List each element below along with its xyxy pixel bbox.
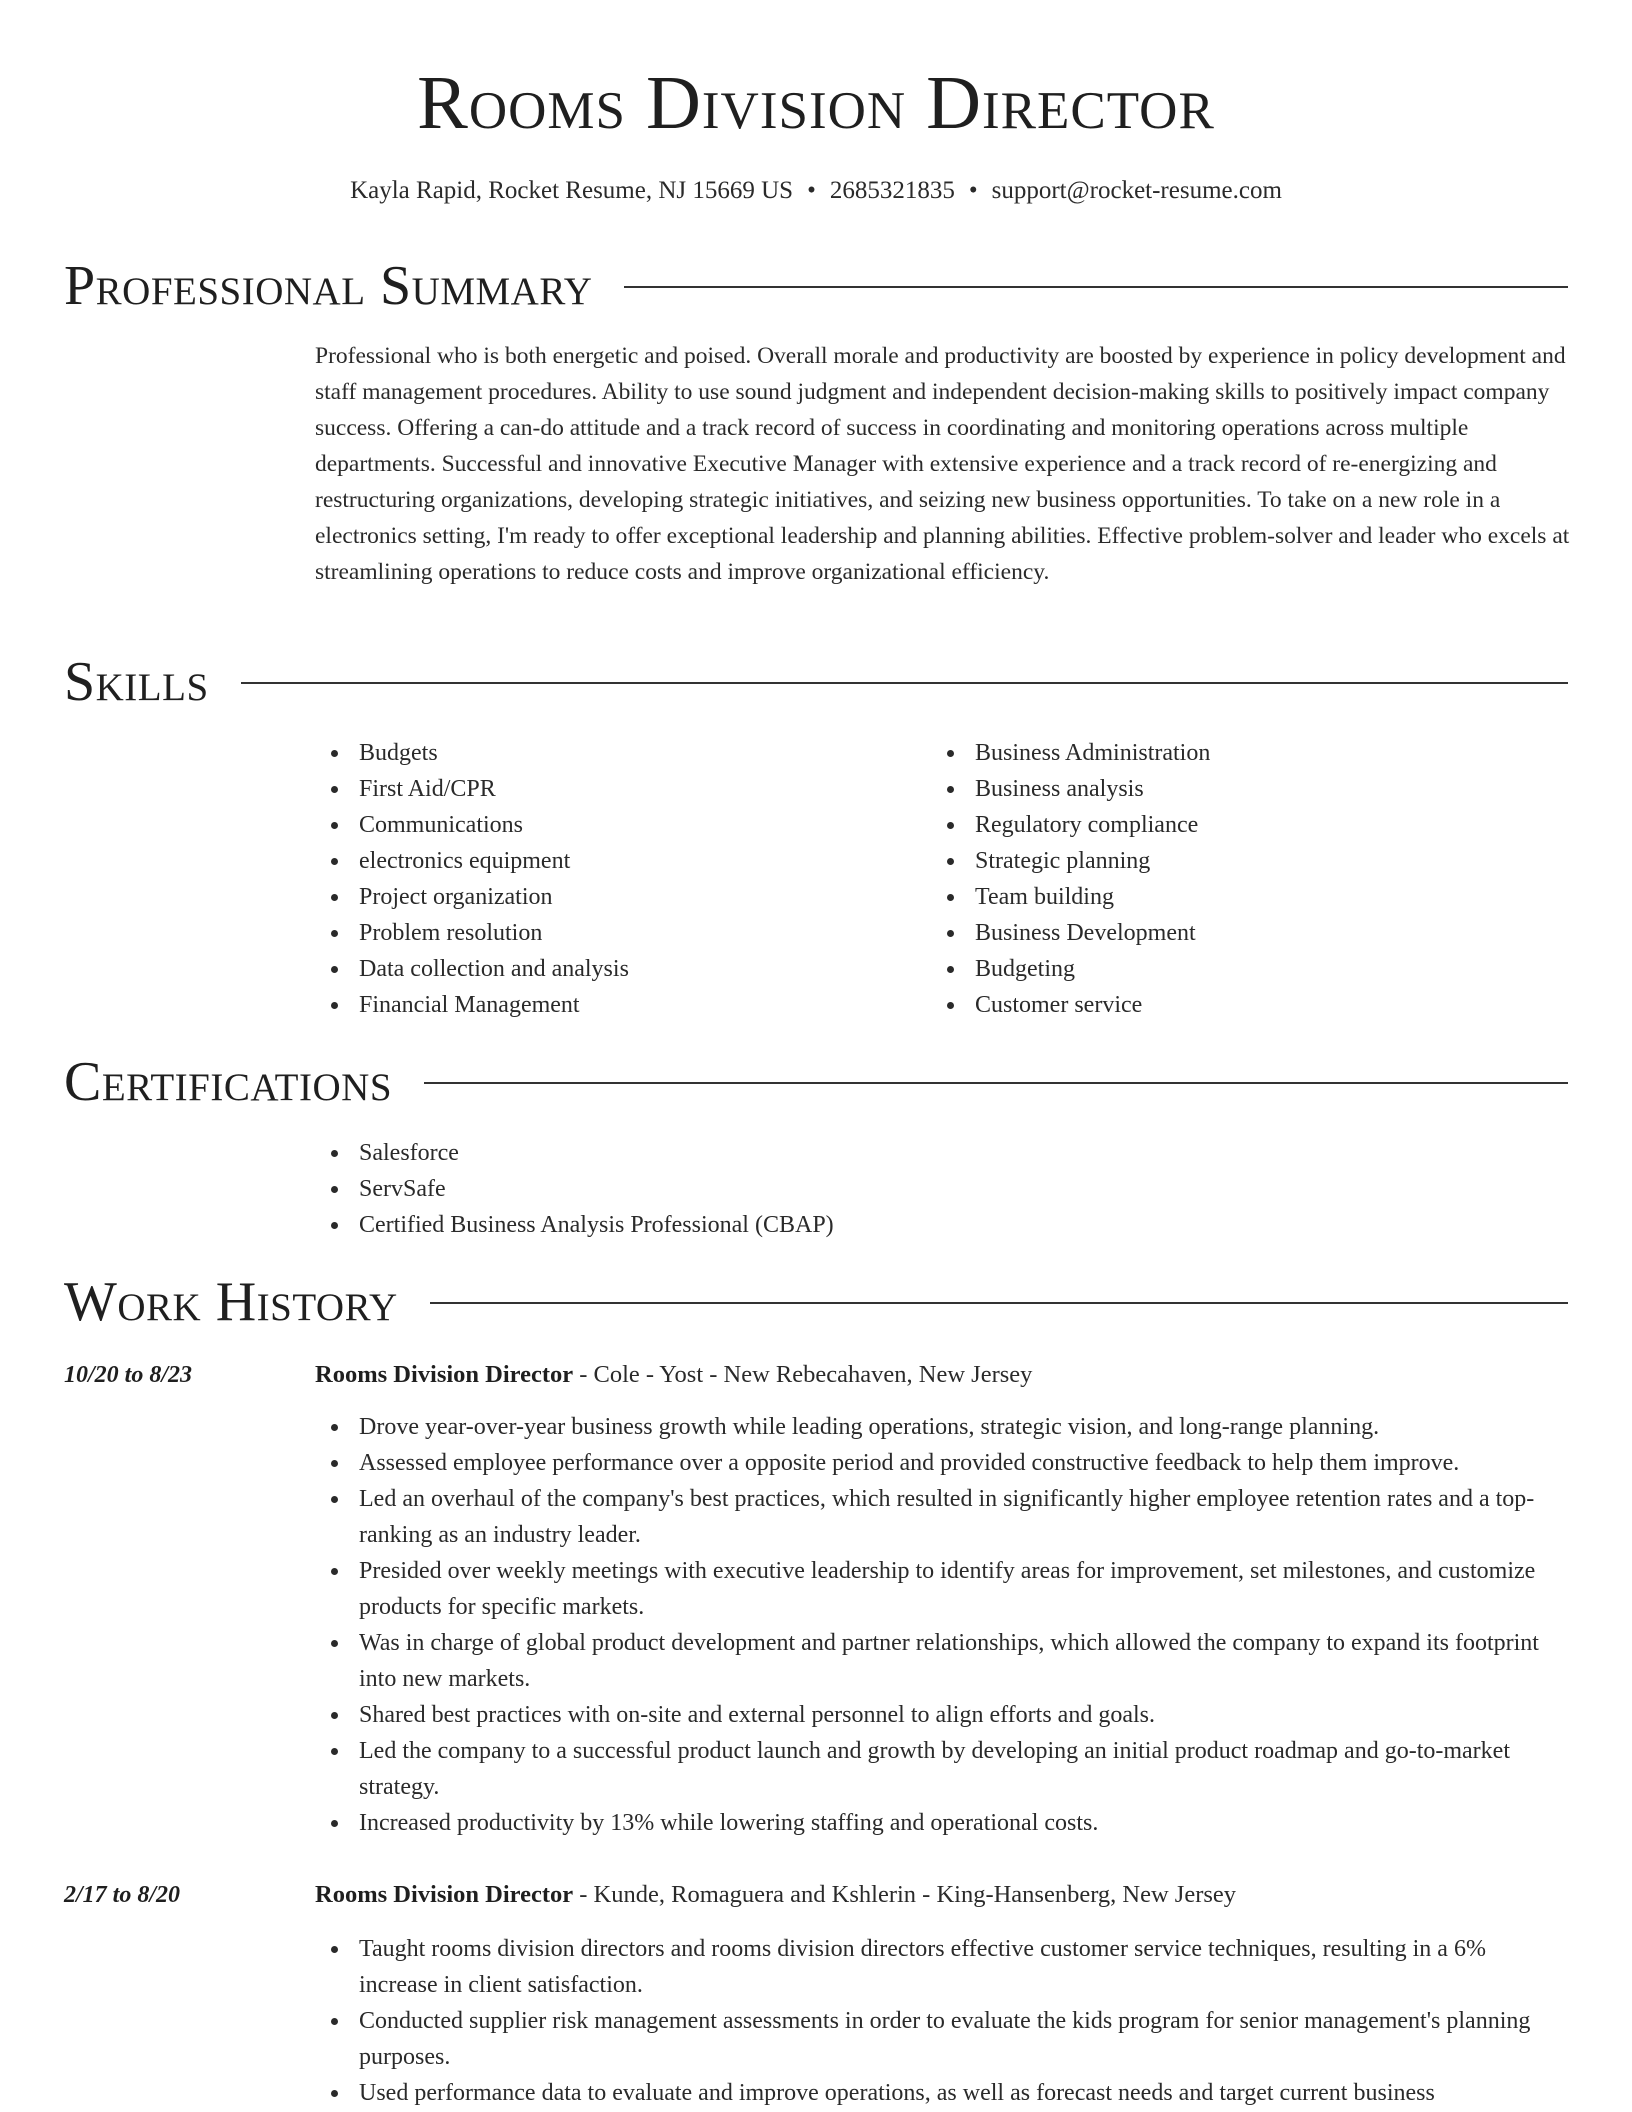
skills-heading: Skills (64, 651, 209, 713)
summary-text: Professional who is both energetic and poised. Overall morale and productivity are boosted by experience in policy development and staff management procedures. Ability to use sound judgment and independent decision-making skills to positively impact company success. Offering a can-do attitude and a track record of success in coordinating and monitoring operations across multiple departments. Successful and innovative Executive Manager with extensive experience and a track record of re-energizing and restructuring organizations, developing strategic initiatives, and seizing new business opportunities. To take on a new role in a electronics setting, I'm ready to offer exceptional leadership and planning abilities. Effective problem-solver and leader who excels at streamlining operations to reduce costs and improve organizational efficiency. (315, 343, 1570, 585)
job-bullet: Used performance data to evaluate and improve operations, as well as forecast needs and target current business (315, 2075, 1565, 2111)
job-bullet: Increased productivity by 13% while lowering staffing and operational costs. (315, 1805, 1565, 1841)
job-company: - Cole - Yost - New Rebecahaven, New Jersey (573, 1361, 1033, 1388)
section-divider (430, 1302, 1568, 1304)
job-bullet: Was in charge of global product development and partner relationships, which allowed the company to expand its footprint into new markets. (315, 1625, 1565, 1697)
contact-line (0, 174, 1632, 208)
job-dates: 2/17 to 8/20 (64, 1882, 181, 1908)
job-heading (315, 1877, 1570, 1913)
resume-title: Rooms Division Director (417, 61, 1215, 145)
job-dates: 10/20 to 8/23 (64, 1362, 193, 1388)
skill-item: Regulatory compliance (931, 807, 1531, 843)
skills-column-right (931, 735, 1531, 1023)
skill-item: Customer service (931, 987, 1531, 1023)
job-bullet: Conducted supplier risk management assessments in order to evaluate the kids program for senior management's planning purposes. (315, 2003, 1565, 2075)
skill-item: Problem resolution (315, 915, 915, 951)
work-history-heading: Work History (64, 1271, 398, 1333)
certification-item: Certified Business Analysis Professional (CBAP) (315, 1207, 1565, 1243)
skill-item: Communications (315, 807, 915, 843)
job-bullet: Taught rooms division directors and rooms division directors effective customer service techniques, resulting in a 6% increase in client satisfaction. (315, 1931, 1565, 2003)
skill-item: Strategic planning (931, 843, 1531, 879)
job-bullets (315, 1409, 1565, 1841)
job-role: Rooms Division Director (315, 1361, 574, 1388)
skill-item: Team building (931, 879, 1531, 915)
section-divider (241, 682, 1568, 684)
section-divider (424, 1082, 1568, 1084)
skill-item: Budgeting (931, 951, 1531, 987)
contact-email[interactable]: support@rocket-resume.com (991, 177, 1282, 204)
contact-address: Kayla Rapid, Rocket Resume, NJ 15669 US (350, 177, 794, 204)
skills-section-header (64, 650, 1568, 714)
summary-section-header (64, 254, 1568, 318)
section-divider (624, 286, 1568, 288)
certifications-list (315, 1135, 1565, 1243)
work-history-section-header (64, 1270, 1568, 1334)
skill-item: Data collection and analysis (315, 951, 915, 987)
skill-item: electronics equipment (315, 843, 915, 879)
job-bullet: Led the company to a successful product launch and growth by developing an initial product roadmap and go-to-market strategy. (315, 1733, 1565, 1805)
skill-item: Business analysis (931, 771, 1531, 807)
contact-separator: • (807, 177, 816, 204)
skill-item: Financial Management (315, 987, 915, 1023)
job-company: - Kunde, Romaguera and Kshlerin - King-Hansenberg, New Jersey (573, 1881, 1237, 1908)
skill-item: First Aid/CPR (315, 771, 915, 807)
certification-item: Salesforce (315, 1135, 1565, 1171)
contact-separator: • (968, 177, 978, 204)
skill-item: Budgets (315, 735, 915, 771)
job-role: Rooms Division Director (315, 1881, 574, 1908)
job-bullet: Led an overhaul of the company's best practices, which resulted in significantly higher employee retention rates and a top-ranking as an industry leader. (315, 1481, 1565, 1553)
job-bullets (315, 1931, 1565, 2111)
certification-item: ServSafe (315, 1171, 1565, 1207)
job-bullet: Shared best practices with on-site and external personnel to align efforts and goals. (315, 1697, 1565, 1733)
certifications-section-header (64, 1050, 1568, 1114)
job-bullet: Assessed employee performance over a opposite period and provided constructive feedback to help them improve. (315, 1445, 1565, 1481)
skill-item: Project organization (315, 879, 915, 915)
job-heading (315, 1357, 1570, 1393)
certifications-heading: Certifications (64, 1051, 393, 1113)
job-bullet: Drove year-over-year business growth while leading operations, strategic vision, and long-range planning. (315, 1409, 1565, 1445)
summary-heading: Professional Summary (64, 255, 593, 317)
skills-column-left (315, 735, 915, 1023)
job-bullet: Presided over weekly meetings with executive leadership to identify areas for improvement, set milestones, and customize products for specific markets. (315, 1553, 1565, 1625)
skill-item: Business Administration (931, 735, 1531, 771)
contact-phone: 2685321835 (829, 177, 955, 204)
skill-item: Business Development (931, 915, 1531, 951)
